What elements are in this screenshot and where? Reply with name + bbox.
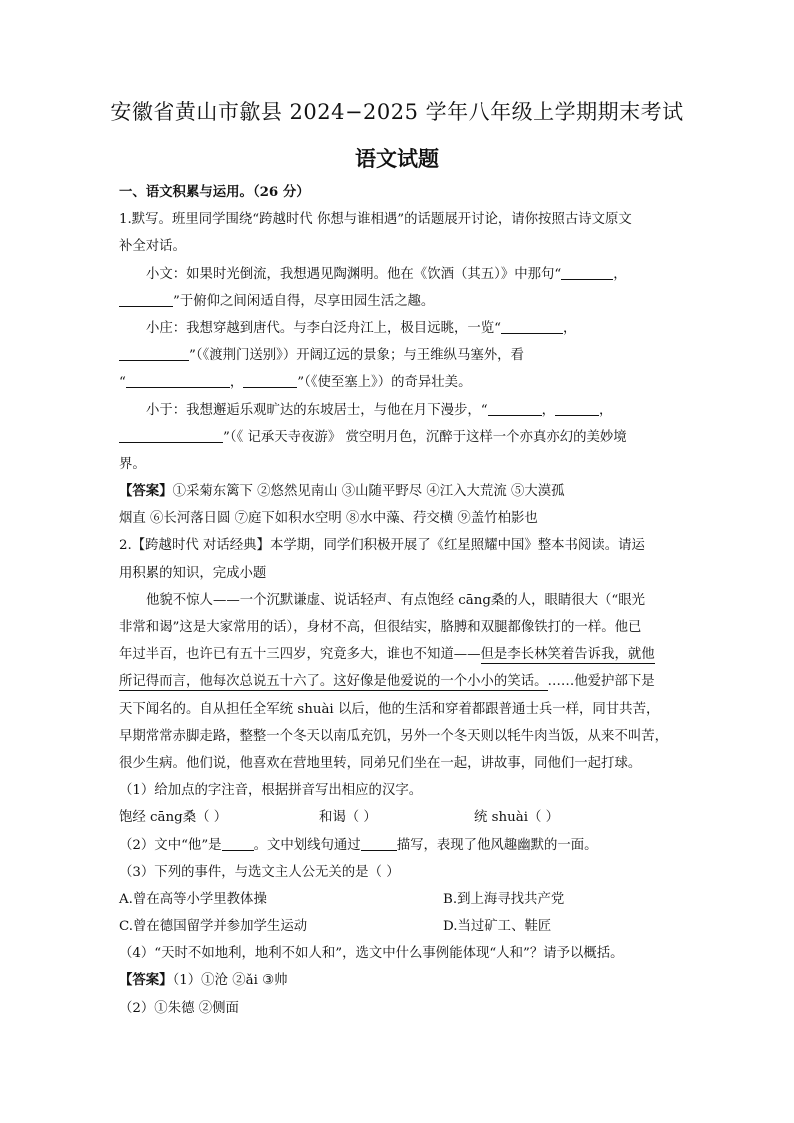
underlined-sentence: 所记得而言，他每次总说五十六了。这好像是他爱说的一个小小的笑话。 (119, 674, 548, 690)
text-span: ， (541, 402, 556, 418)
q1-answer-line-1 (119, 478, 675, 505)
subquestion-2 (119, 832, 675, 859)
underlined-sentence: 但是李长林笑着告诉我，就他 (480, 647, 655, 663)
exam-subtitle: 语文试题 (355, 146, 439, 171)
answer-blank[interactable] (119, 429, 223, 443)
answer-blank[interactable] (222, 837, 254, 851)
answer-blank[interactable] (119, 347, 189, 361)
subquestion-1: （1）给加点的字注音，根据拼音写出相应的汉字。 (119, 783, 423, 799)
options-row-1 (119, 886, 675, 913)
passage-line-2: 非常和谒”这是大家常用的话），身材不高，但很结实，胳膊和双腿都像铁打的一样。他已 (119, 620, 642, 635)
answer-blank[interactable] (119, 293, 173, 307)
text-span: 。文中划线句通过 (253, 837, 361, 853)
pinyin-item-2: 和谒（ ） (319, 810, 377, 826)
q1-answer-line-2: 烟直 ⑥长河落日圆 ⑦庭下如积水空明 ⑧水中藻、荇交横 ⑨盖竹柏影也 (119, 511, 538, 527)
q2-answer-line-1 (119, 967, 675, 994)
text-span: 小文：如果时光倒流，我想遇见陶渊明。他在《饮酒（其五）》中那句“ (146, 266, 562, 282)
text-span: ， (563, 320, 577, 336)
passage-line-1: 他貌不惊人——一个沉默谦虚、说话轻声、有点饱经 cāng桑的人，眼睛很大（“眼光 (146, 592, 646, 608)
option-b: B.到上海寻找共产党 (443, 891, 565, 907)
text-span: ”（《渡荆门送别》）开阔辽远的景象；与王维纵马塞外，看 (189, 348, 524, 364)
passage-line-5: 天下闻名的。自从担任全军统 shuài 以后，他的生活和穿着都跟普通士兵一样，同甘共苦， (119, 701, 660, 717)
answer-label: 【答案】 (119, 972, 173, 989)
passage-line-6: 早期常常赤脚走路，整整一个冬天以南瓜充饥，另外一个冬天则以牦牛肉当饭，从来不叫苦， (119, 728, 669, 744)
q1-line-2: 补全对话。 (119, 239, 186, 255)
options-row-2 (119, 913, 675, 940)
answer-blank[interactable] (488, 402, 542, 416)
q1-xiaowen-line-2 (119, 288, 675, 315)
text-span: ， (613, 266, 627, 282)
passage-line-3 (119, 641, 675, 668)
text-span: 小于：我想邂逅乐观旷达的东坡居士，与他在月下漫步，“ (146, 402, 488, 418)
option-c: C.曾在德国留学并参加学生运动 (119, 919, 308, 935)
q1-xiaozhuang-line-1 (119, 315, 675, 342)
subquestion-3: （3）下列的事件，与选文主人公无关的是（ ） (119, 864, 400, 880)
exam-title: 安徽省黄山市歙县 2024−2025 学年八年级上学期期末考试 (110, 100, 684, 124)
q1-xiaoyu-line-3: 界。 (119, 456, 146, 472)
document-body (119, 179, 675, 1022)
q2-answer-line-2: （2）①朱德 ②侧面 (119, 1000, 239, 1016)
answer-blank[interactable] (555, 402, 599, 416)
q1-xiaoyu-line-2 (119, 424, 675, 451)
text-span: ， (229, 375, 244, 391)
text-span: “ (119, 375, 126, 391)
text-span: （2）文中“他”是 (119, 837, 222, 853)
text-span: ”（《 记承天寺夜游》 赏空明月色，沉醉于这样一个亦真亦幻的美妙境 (223, 429, 627, 445)
q1-xiaowen-line-1 (119, 261, 675, 288)
answer-text: （1）①沧 ②ǎi ③帅 (172, 973, 288, 989)
option-d: D.当过矿工、鞋匠 (443, 919, 552, 935)
passage-line-4 (119, 668, 675, 695)
q2-line-2: 用积累的知识，完成小题 (119, 565, 267, 581)
answer-blank[interactable] (561, 266, 613, 280)
text-span: 小庄：我想穿越到唐代。与李白泛舟江上，极目远眺，一览“ (146, 320, 501, 336)
answer-blank[interactable] (361, 837, 397, 851)
text-span: 描写，表现了他风趣幽默的一面。 (396, 837, 598, 853)
q1-xiaozhuang-line-2 (119, 342, 675, 369)
section-heading: 一、语文积累与运用。（26 分） (119, 184, 310, 200)
answer-blank[interactable] (126, 374, 230, 388)
text-span: ……他爱护部下是 (547, 674, 655, 690)
pinyin-row (119, 804, 675, 831)
text-span: ”（《使至塞上》）的奇异壮美。 (297, 375, 472, 391)
passage-line-7: 很少生病。他们说，他喜欢在营地里转，同弟兄们坐在一起，讲故事，同他们一起打球。 (119, 755, 642, 771)
q1-xiaozhuang-line-3 (119, 369, 675, 396)
text-span: ”于俯仰之间闲适自得，尽享田园生活之趣。 (173, 293, 435, 309)
q2-line-1: 2.【跨越时代 对话经典】本学期，同学们积极开展了《红星照耀中国》整本书阅读。请运 (119, 538, 645, 554)
q1-line-1: 1.默写。班里同学围绕“跨越时代 你想与谁相遇”的话题展开讨论，请你按照古诗文原文 (119, 212, 632, 228)
pinyin-item-3: 统 shuài（ ） (474, 810, 560, 826)
answer-blank[interactable] (243, 374, 297, 388)
pinyin-item-1: 饱经 cāng桑（ ） (119, 810, 228, 826)
q1-xiaoyu-line-1 (119, 397, 675, 424)
answer-blank[interactable] (501, 320, 563, 334)
answer-text: ①采菊东篱下 ②悠然见南山 ③山随平野尽 ④江入大荒流 ⑤大漠孤 (172, 484, 565, 500)
subquestion-4: （4）“天时不如地利，地利不如人和”，选文中什么事例能体现“人和”？请予以概括。 (119, 946, 624, 962)
answer-label: 【答案】 (119, 483, 173, 500)
option-a: A.曾在高等小学里教体操 (119, 891, 267, 907)
text-span: 年过半百，也许已有五十三四岁，究竟多大，谁也不知道—— (119, 647, 481, 663)
text-span: ， (599, 402, 613, 418)
